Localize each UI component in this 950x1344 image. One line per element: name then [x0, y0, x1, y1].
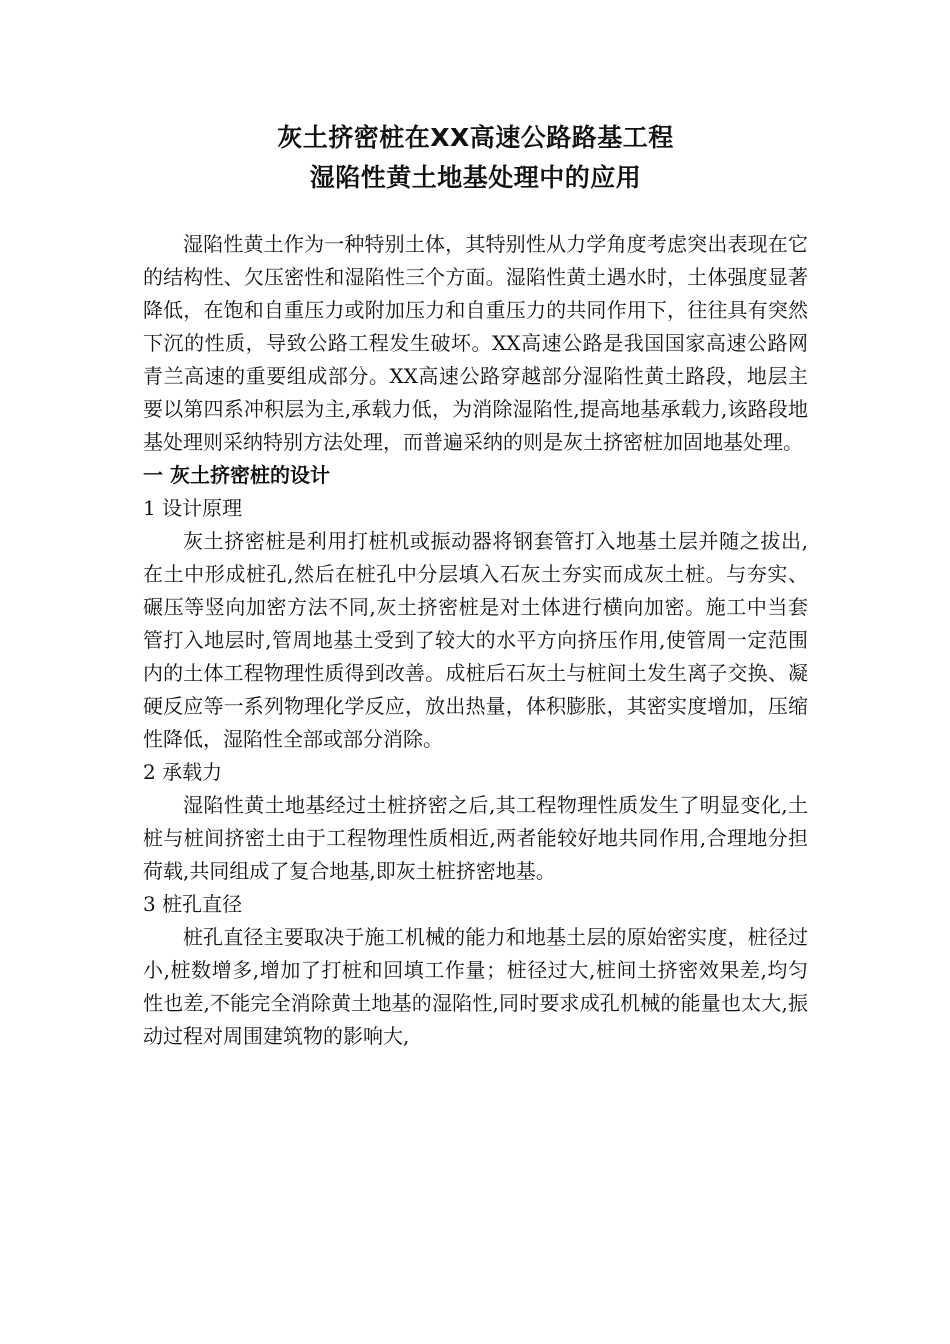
document-page [143, 118, 808, 1053]
document-body [143, 228, 808, 1053]
section-heading-design: 一 灰土挤密桩的设计 [143, 463, 330, 487]
subsection-heading-principle: 1 设计原理 [143, 496, 243, 520]
bearing-capacity-paragraph: 湿陷性黄土地基经过土桩挤密之后,其工程物理性质发生了明显变化,土桩与桩间挤密土由于工程物理性质相近,两者能较好地共同作用,合理地分担荷载,共同组成了复合地基,即灰土桩挤密地基。 [143, 793, 808, 883]
principle-paragraph: 灰土挤密桩是利用打桩机或振动器将钢套管打入地基土层并随之拔出,在土中形成桩孔,然后在桩孔中分层填入石灰土夯实而成灰土桩。与夯实、碾压等竖向加密方法不同,灰土挤密桩是对土体进行横向加密。施工中当套管打入地层时,管周地基土受到了较大的水平方向挤压作用,使管周一定范围内的土体工程物理性质得到改善。成桩后石灰土与桩间土发生离子交换、凝硬反应等一系列物理化学反应，放出热量，体积膨胀，其密实度增加，压缩性降低，湿陷性全部或部分消除。 [143, 529, 808, 751]
subsection-heading-bearing-capacity: 2 承载力 [143, 760, 223, 784]
subsection-heading-pile-diameter: 3 桩孔直径 [143, 892, 243, 916]
intro-paragraph: 湿陷性黄土作为一种特别土体，其特别性从力学角度考虑突出表现在它的结构性、欠压密性和湿陷性三个方面。湿陷性黄土遇水时，土体强度显著降低，在饱和自重压力或附加压力和自重压力的共同作用下，往往具有突然下沉的性质，导致公路工程发生破坏。XX高速公路是我国国家高速公路网青兰高速的重要组成部分。XX高速公路穿越部分湿陷性黄土路段，地层主要以第四系冲积层为主,承载力低，为消除湿陷性,提高地基承载力,该路段地基处理则采纳特别方法处理，而普遍采纳的则是灰土挤密桩加固地基处理。 [143, 232, 808, 454]
title-line-2: 湿陷性黄土地基处理中的应用 [309, 163, 642, 192]
document-title [143, 118, 808, 198]
title-line-1: 灰土挤密桩在XX高速公路路基工程 [277, 123, 674, 152]
pile-diameter-paragraph: 桩孔直径主要取决于施工机械的能力和地基土层的原始密实度，桩径过小,桩数增多,增加了打桩和回填工作量；桩径过大,桩间土挤密效果差,均匀性也差,不能完全消除黄土地基的湿陷性,同时要求成孔机械的能量也太大,振动过程对周围建筑物的影响大, [143, 925, 808, 1048]
